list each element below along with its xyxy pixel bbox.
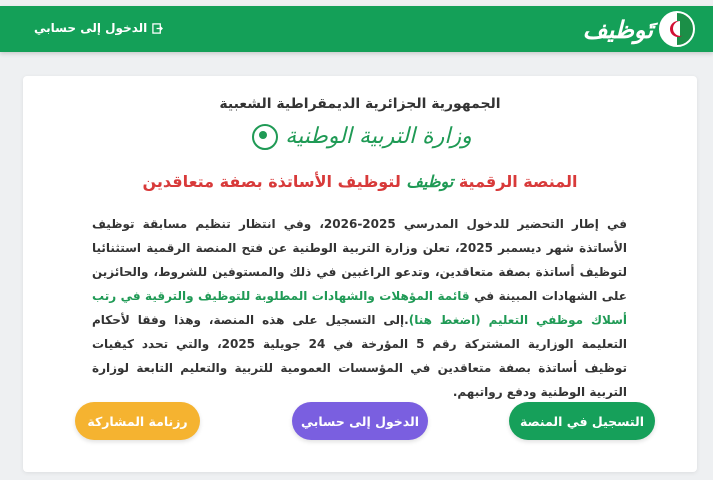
- login-button[interactable]: الدخول إلى حسابي: [292, 402, 428, 440]
- algeria-flag-logo: [659, 11, 695, 47]
- ministry-emblem-icon: [252, 124, 278, 150]
- sign-in-icon: [152, 23, 163, 34]
- paragraph-part2: .إلى التسجيل على هذه المنصة، وهذا وفقا لأحكام التعليمة الوزارية المشتركة رقم 5 المؤرخة في 24 جويلية 2025، والتي تحدد كيفيات توظيف أساتذة بصفة متعاقدين في المؤسسات العمومية للتربية والتعليم التابعة لوزارة التربية الوطنية ودفع رواتبهم.: [92, 313, 627, 399]
- intro-paragraph: [92, 212, 627, 404]
- register-button[interactable]: التسجيل في المنصة: [509, 402, 655, 440]
- brand[interactable]: [583, 9, 695, 49]
- ministry-logo: [23, 124, 697, 150]
- schedule-button[interactable]: رزنامة المشاركة: [75, 402, 200, 440]
- republic-heading: الجمهورية الجزائرية الديمقراطية الشعبية: [219, 96, 501, 112]
- qualifications-link[interactable]: قائمة المؤهلات والشهادات المطلوبة للتوظيف والترقية في رتب أسلاك موظفي التعليم (اضغط هنا): [92, 289, 627, 327]
- top-navbar: [0, 6, 713, 52]
- login-link-label: الدخول إلى حسابي: [34, 21, 148, 35]
- title-prefix: المنصة الرقمية: [458, 172, 578, 191]
- title-mark: توظيف: [406, 172, 454, 191]
- platform-title: [23, 172, 697, 191]
- main-card: [23, 76, 697, 472]
- logo-text: تَوظيف: [582, 14, 653, 44]
- login-link[interactable]: [34, 21, 163, 35]
- paragraph-part1: في إطار التحضير للدخول المدرسي 2025-2026، وفي انتظار تنظيم مسابقة توظيف الأساتذة شهر ديسمبر 2025، تعلن وزارة التربية الوطنية عن فتح المنصة الرقمية استثنائيا لتوظيف أساتذة بصفة متعاقدين، وتدعو الراغبين في ذلك والمستوفين للشروط، والحائزين على الشهادات المبينة في: [92, 217, 628, 303]
- ministry-name: وزارة التربية الوطنية: [285, 124, 472, 149]
- title-suffix: لتوظيف الأساتذة بصفة متعاقدين: [142, 172, 401, 191]
